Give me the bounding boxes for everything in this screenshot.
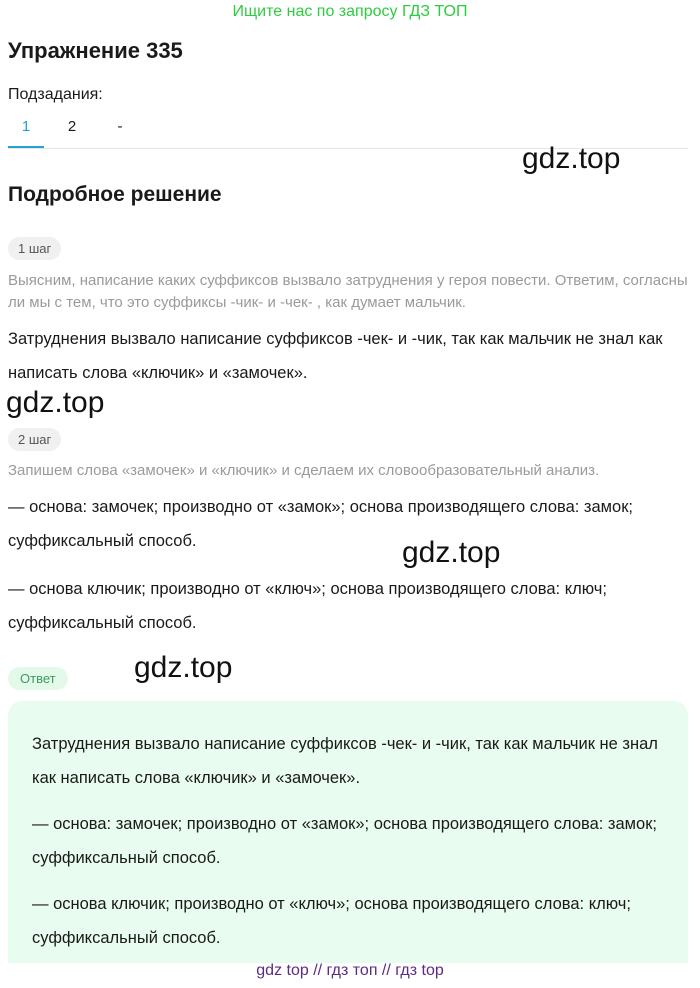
tab-dash[interactable]: - (117, 118, 123, 135)
step-2-badge: 2 шаг (8, 428, 61, 451)
step-1-badge: 1 шаг (8, 237, 61, 260)
watermark: gdz.top (134, 651, 233, 684)
tab-1[interactable]: 1 (8, 118, 44, 148)
step-2-hint: Запишем слова «замочек» и «ключик» и сделаем их словообразовательный анализ. (8, 462, 600, 479)
promo-banner: Ищите нас по запросу ГДЗ ТОП (232, 3, 468, 20)
watermark: gdz.top (402, 536, 501, 569)
page-title: Упражнение 335 (8, 38, 183, 63)
tab-2[interactable]: 2 (67, 118, 77, 135)
step-1-hint: Выясним, написание каких суффиксов вызвало затруднения у героя повести. Ответим, согласны ли мы с тем, что это суффиксы -чик- и -чек- , как думает мальчик. (8, 272, 688, 311)
watermark: gdz.top (6, 386, 105, 419)
step-2-text-2: — основа ключик; производно от «ключ»; основа производящего слова: ключ; суффиксальный способ. (8, 580, 607, 632)
answer-text-1: Затруднения вызвало написание суффиксов -чек- и -чик, так как мальчик не знал как написать слова «ключик» и «замочек». (32, 735, 658, 787)
answer-box (8, 701, 688, 963)
answer-badge: Ответ (8, 667, 68, 690)
answer-text-3: — основа ключик; производно от «ключ»; основа производящего слова: ключ; суффиксальный способ. (32, 895, 631, 947)
subtasks-label: Подзадания: (8, 86, 103, 103)
step-1-text: Затруднения вызвало написание суффиксов -чек- и -чик, так как мальчик не знал как написать слова «ключик» и «замочек». (8, 330, 663, 382)
section-title: Подробное решение (8, 183, 222, 206)
answer-text-2: — основа: замочек; производно от «замок»; основа производящего слова: замок; суффиксальный способ. (32, 815, 658, 867)
watermark: gdz.top (522, 142, 621, 175)
footer-watermark: gdz top // гдз топ // гдз top (256, 962, 444, 979)
step-2-text-1: — основа: замочек; производно от «замок»; основа производящего слова: замок; суффиксальный способ. (8, 498, 634, 550)
